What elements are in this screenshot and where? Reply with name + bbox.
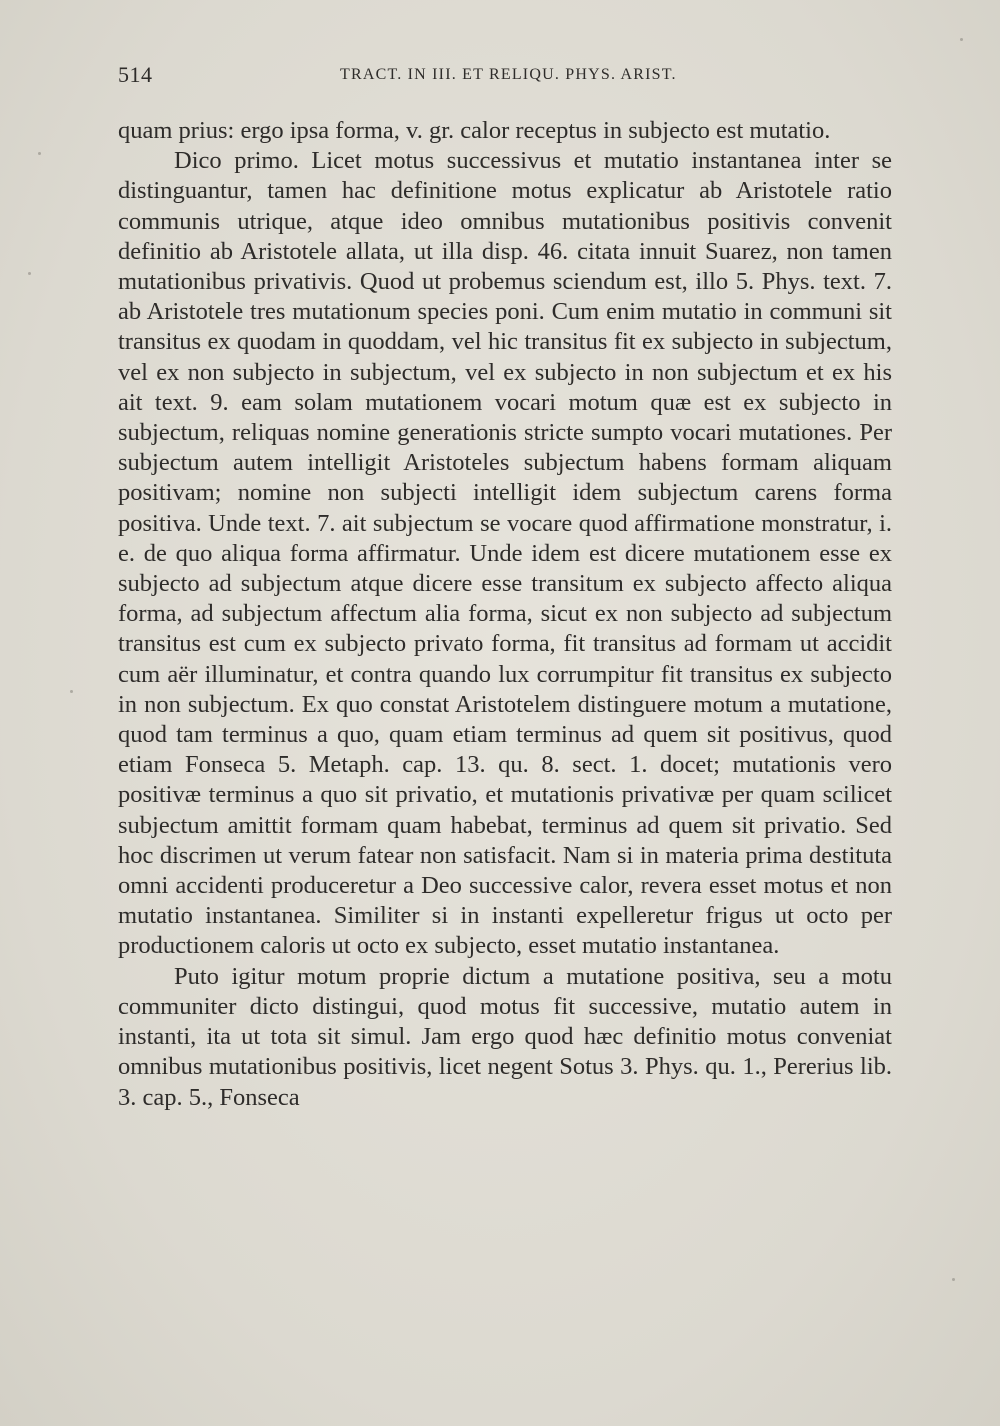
running-head: TRACT. IN III. ET RELIQU. PHYS. ARIST. (340, 66, 677, 83)
paragraph-continuation: quam prius: ergo ipsa forma, v. gr. calor receptus in subjecto est mutatio. (118, 117, 831, 144)
page-number: 514 (118, 62, 153, 87)
paper-speck (952, 1278, 955, 1281)
body-text (118, 116, 892, 1113)
paper-speck (70, 690, 73, 693)
paper-speck (960, 38, 963, 41)
paper-speck (38, 152, 41, 155)
paper-speck (28, 272, 31, 275)
paragraph-dico-primo: Dico primo. Licet motus successivus et mutatio instantanea inter se distinguantur, tamen hac definitione motus explicatur ab Aristotele ratio communis utrique, atque ideo omnibus mutationibus positivis convenit definitio ab Aristotele allata, ut illa disp. 46. citata innuit Suarez, non tamen mutationibus privativis. Quod ut probemus sciendum est, illo 5. Phys. text. 7. ab Aristotele tres mutationum species poni. Cum enim mutatio in communi sit transitus ex quodam in quoddam, vel hic transitus fit ex subjecto in subjectum, vel ex non subjecto in subjectum, vel ex subjecto in non subjectum et ex his ait text. 9. eam solam mutationem vocari motum quæ est ex subjecto in subjectum, reliquas nomine generationis stricte sumpto vocari mutationes. Per subjectum autem intelligit Aristoteles subjectum habens formam aliquam positivam; nomine non subjecti intelligit idem subjectum carens forma positiva. Unde text. 7. ait subjectum se vocare quod affirmatione monstratur, i. e. de quo aliqua forma affirmatur. Unde idem est dicere mutationem esse ex subjecto ad subjectum atque dicere esse transitum ex subjecto affecto aliqua forma, ad subjectum affectum alia forma, sicut ex non subjecto ad subjectum transitus est cum ex subjecto privato forma, fit transitus ad formam ut accidit cum aër illuminatur, et contra quando lux corrumpitur fit transitus ex subjecto in non subjectum. Ex quo constat Aristotelem distinguere motum a mutatione, quod tam terminus a quo, quam etiam terminus ad quem sit positivus, quod etiam Fonseca 5. Metaph. cap. 13. qu. 8. sect. 1. docet; mutationis vero positivæ terminus a quo sit privatio, et mutationis privativæ per quam scilicet subjectum amittit formam quam habebat, terminus ad quem sit privatio. Sed hoc discrimen ut verum fatear non satisfacit. Nam si in materia prima destituta omni accidenti produceretur a Deo successive calor, revera esset motus et non mutatio instantanea. Similiter si in instanti expelleretur frigus ut octo per productionem caloris ut octo ex subjecto, esset mutatio instantanea. (118, 147, 892, 960)
page-header (118, 62, 878, 92)
paragraph-puto-igitur: Puto igitur motum proprie dictum a mutatione positiva, seu a motu communiter dicto distingui, quod motus fit successive, mutatio autem in instanti, ita ut tota sit simul. Jam ergo quod hæc definitio motus conveniat omnibus mutationibus positivis, licet negent Sotus 3. Phys. qu. 1., Pererius lib. 3. cap. 5., Fonseca (118, 962, 892, 1111)
